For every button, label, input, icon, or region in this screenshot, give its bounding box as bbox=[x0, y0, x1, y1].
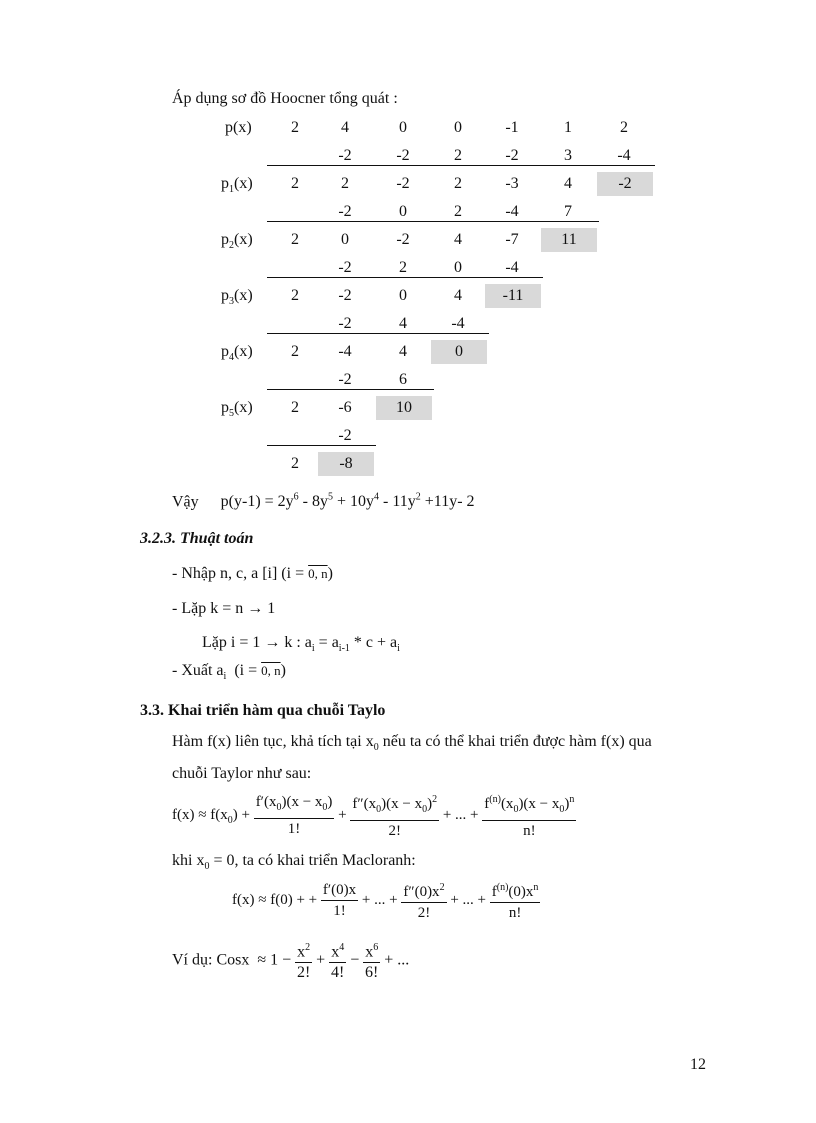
horner-product: -4 bbox=[451, 315, 465, 332]
taylor-paragraph-2: chuỗi Taylor như sau: bbox=[172, 765, 312, 782]
horner-value: 4 bbox=[454, 287, 462, 304]
algo-line-1: - Nhập n, c, a [i] (i = 0, n) bbox=[172, 565, 333, 582]
row-label: $p_2(x)$ bbox=[221, 231, 253, 252]
row-label: $p_1(x)$ bbox=[221, 175, 253, 196]
horner-value: 4 bbox=[454, 231, 462, 248]
horner-value: 2 bbox=[620, 119, 628, 136]
horner-value: -6 bbox=[338, 399, 352, 416]
horner-value: -3 bbox=[505, 175, 519, 192]
horner-rule bbox=[267, 165, 655, 166]
horner-value: -2 bbox=[396, 175, 410, 192]
row-label: $p_5(x)$ bbox=[221, 399, 253, 420]
section-title-algorithm: 3.2.3. Thuật toán bbox=[140, 530, 254, 547]
horner-product: -2 bbox=[338, 203, 352, 220]
horner-rule bbox=[267, 277, 543, 278]
row-label: $p_4(x)$ bbox=[221, 343, 253, 364]
result-expression: $p(y-1) = 2y^6 - 8y^5 + 10y^4 - 11y^2 +11y-$ 2 bbox=[220, 492, 475, 511]
horner-value: -7 bbox=[505, 231, 519, 248]
horner-product: 2 bbox=[399, 259, 407, 276]
row-label: p(x) bbox=[225, 119, 252, 136]
taylor-paragraph-1: Hàm f(x) liên tục, khả tích tại $x_0$ nếu ta có thể khai triển được hàm f(x) qua bbox=[172, 733, 652, 754]
horner-value: -2 bbox=[597, 172, 653, 196]
horner-value: 0 bbox=[431, 340, 487, 364]
horner-product: 0 bbox=[454, 259, 462, 276]
horner-value: 2 bbox=[291, 399, 299, 416]
horner-product: -4 bbox=[505, 259, 519, 276]
horner-product: 2 bbox=[454, 147, 462, 164]
horner-rule bbox=[267, 389, 434, 390]
taylor-formula: $f(x) \approx f(x_0)$ + $\frac{f'(x_0)(x - x_0)}{1!}$ + $\frac{f''(x_0)(x - x_0)^2}{2!}$ + ... + $\frac{f^{(n)}(x_0)(x - x_0)^n}{n!}$ bbox=[172, 790, 576, 841]
example-cos: Ví dụ: Cosx ≈ 1 − $\frac{x^2}{2!}$ + $\frac{x^4}{4!}$ − $\frac{x^6}{6!}$ + ... bbox=[172, 938, 409, 983]
horner-product: -4 bbox=[505, 203, 519, 220]
horner-value: -2 bbox=[338, 287, 352, 304]
horner-product: -2 bbox=[338, 259, 352, 276]
maclaurin-formula: f(x) ≈ f(0) + + $\frac{f'(0)x}{1!}$ + ... + $\frac{f''(0)x^2}{2!}$ + ... + $\frac{f^{(n)}(0)x^n}{n!}$ bbox=[232, 878, 540, 923]
horner-value: -1 bbox=[505, 119, 519, 136]
horner-product: -2 bbox=[338, 427, 352, 444]
horner-product: -2 bbox=[338, 147, 352, 164]
horner-value: 2 bbox=[454, 175, 462, 192]
intro-text: Áp dụng sơ đồ Hoocner tổng quát : bbox=[172, 90, 398, 107]
page-number: 12 bbox=[690, 1056, 706, 1073]
horner-value: 11 bbox=[541, 228, 597, 252]
horner-value: -8 bbox=[318, 452, 374, 476]
horner-value: 4 bbox=[399, 343, 407, 360]
horner-product: 0 bbox=[399, 203, 407, 220]
horner-value: -4 bbox=[338, 343, 352, 360]
horner-value: -11 bbox=[485, 284, 541, 308]
horner-product: -2 bbox=[505, 147, 519, 164]
maclaurin-intro: khi $x_0 = 0$, ta có khai triển Macloranh: bbox=[172, 852, 416, 873]
horner-product: 4 bbox=[399, 315, 407, 332]
horner-value: 2 bbox=[291, 231, 299, 248]
horner-value: 0 bbox=[341, 231, 349, 248]
horner-value: 2 bbox=[291, 287, 299, 304]
horner-product: 2 bbox=[454, 203, 462, 220]
horner-value: 4 bbox=[564, 175, 572, 192]
horner-value: 2 bbox=[291, 175, 299, 192]
horner-rule bbox=[267, 445, 376, 446]
section-title-taylor: 3.3. Khai triển hàm qua chuỗi Taylo bbox=[140, 702, 386, 719]
algo-line-4: - Xuất $a_i$ (i = 0, n) bbox=[172, 662, 286, 683]
algo-line-2: - Lặp k = n → 1 bbox=[172, 600, 276, 617]
horner-value: 2 bbox=[341, 175, 349, 192]
row-label: $p_3(x)$ bbox=[221, 287, 253, 308]
horner-value: 0 bbox=[399, 287, 407, 304]
horner-value: 2 bbox=[291, 455, 299, 472]
horner-value: -2 bbox=[396, 231, 410, 248]
horner-product: -2 bbox=[338, 315, 352, 332]
horner-rule bbox=[267, 221, 599, 222]
horner-product: 7 bbox=[564, 203, 572, 220]
horner-product: 6 bbox=[399, 371, 407, 388]
horner-value: 0 bbox=[454, 119, 462, 136]
horner-product: -2 bbox=[396, 147, 410, 164]
horner-value: 2 bbox=[291, 119, 299, 136]
horner-rule bbox=[267, 333, 489, 334]
horner-product: 3 bbox=[564, 147, 572, 164]
horner-value: 4 bbox=[341, 119, 349, 136]
horner-value: 10 bbox=[376, 396, 432, 420]
result-prefix: Vậy bbox=[172, 493, 199, 511]
horner-product: -4 bbox=[617, 147, 631, 164]
horner-value: 0 bbox=[399, 119, 407, 136]
horner-product: -2 bbox=[338, 371, 352, 388]
result-line bbox=[172, 492, 475, 511]
horner-value: 2 bbox=[291, 343, 299, 360]
horner-value: 1 bbox=[564, 119, 572, 136]
algo-line-3: Lặp i = 1 → k : $a_i = a_{i-1} * c + a_i$ bbox=[202, 634, 400, 655]
